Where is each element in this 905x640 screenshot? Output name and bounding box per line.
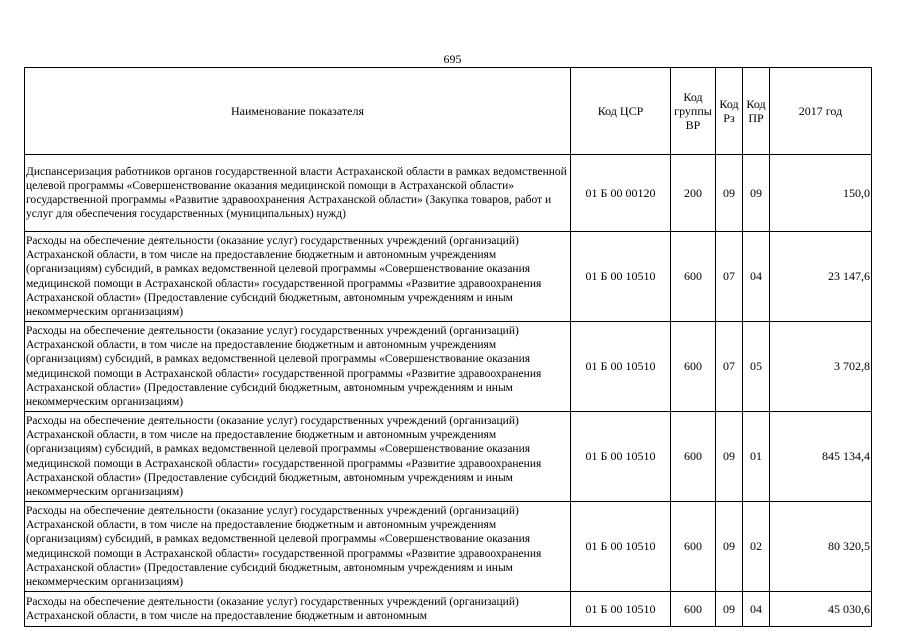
table-row (25, 592, 872, 627)
row-amount: 3 702,8 (770, 322, 872, 412)
header-csr: Код ЦСР (571, 68, 671, 155)
row-amount: 45 030,6 (770, 592, 872, 627)
row-pr: 04 (743, 592, 770, 627)
row-vr: 200 (671, 155, 716, 232)
table-row (25, 232, 872, 322)
row-pr: 04 (743, 232, 770, 322)
row-rz: 07 (716, 322, 743, 412)
row-csr: 01 Б 00 10510 (571, 592, 671, 627)
header-name: Наименование показателя (25, 68, 571, 155)
row-pr: 02 (743, 502, 770, 592)
header-vr: Код группы ВР (671, 68, 716, 155)
header-rz: Код Рз (716, 68, 743, 155)
table-header-row (25, 68, 872, 155)
table-row (25, 502, 872, 592)
table-row (25, 412, 872, 502)
header-pr: Код ПР (743, 68, 770, 155)
row-rz: 09 (716, 592, 743, 627)
row-vr: 600 (671, 232, 716, 322)
row-csr: 01 Б 00 10510 (571, 502, 671, 592)
row-rz: 09 (716, 502, 743, 592)
row-vr: 600 (671, 502, 716, 592)
table-row (25, 155, 872, 232)
row-name: Расходы на обеспечение деятельности (оказание услуг) государственных учреждений (организаций) Астраханской области, в том числе на предоставление бюджетным и автономным учреждениям (организациям) субсидий, в рамках ведомственной целевой программы «Совершенствование оказания медицинской помощи в Астраханской области» государственной программы «Развитие здравоохранения Астраханской области» (Предоставление субсидий бюджетным, автономным учреждениям и иным некоммерческим организациям) (25, 412, 571, 502)
row-name: Расходы на обеспечение деятельности (оказание услуг) государственных учреждений (организаций) Астраханской области, в том числе на предоставление бюджетным и автономным учреждениям (организациям) субсидий, в рамках ведомственной целевой программы «Совершенствование оказания медицинской помощи в Астраханской области» государственной программы «Развитие здравоохранения Астраханской области» (Предоставление субсидий бюджетным, автономным учреждениям и иным некоммерческим организациям) (25, 322, 571, 412)
page-number: 695 (443, 52, 462, 66)
budget-table (24, 67, 872, 627)
row-csr: 01 Б 00 10510 (571, 232, 671, 322)
row-name: Диспансеризация работников органов государственной власти Астраханской области в рамках ведомственной целевой программы «Совершенствование оказания медицинской помощи в Астраханской области» государственной программы «Развитие здравоохранения Астраханской области» (Закупка товаров, работ и услуг для обеспечения государственных (муниципальных) нужд) (25, 155, 571, 232)
row-rz: 09 (716, 412, 743, 502)
row-pr: 05 (743, 322, 770, 412)
header-year: 2017 год (770, 68, 872, 155)
row-amount: 80 320,5 (770, 502, 872, 592)
row-amount: 150,0 (770, 155, 872, 232)
table-row (25, 322, 872, 412)
row-rz: 09 (716, 155, 743, 232)
row-vr: 600 (671, 592, 716, 627)
row-csr: 01 Б 00 10510 (571, 322, 671, 412)
row-amount: 23 147,6 (770, 232, 872, 322)
row-name: Расходы на обеспечение деятельности (оказание услуг) государственных учреждений (организаций) Астраханской области, в том числе на предоставление бюджетным и автономным учреждениям (организациям) субсидий, в рамках ведомственной целевой программы «Совершенствование оказания медицинской помощи в Астраханской области» государственной программы «Развитие здравоохранения Астраханской области» (Предоставление субсидий бюджетным, автономным учреждениям и иным некоммерческим организациям) (25, 232, 571, 322)
row-name: Расходы на обеспечение деятельности (оказание услуг) государственных учреждений (организаций) Астраханской области, в том числе на предоставление бюджетным и автономным учреждениям (организациям) субсидий, в рамках ведомственной целевой программы «Совершенствование оказания медицинской помощи в Астраханской области» государственной программы «Развитие здравоохранения Астраханской области» (Предоставление субсидий бюджетным, автономным учреждениям и иным некоммерческим организациям) (25, 502, 571, 592)
row-pr: 09 (743, 155, 770, 232)
row-vr: 600 (671, 322, 716, 412)
row-csr: 01 Б 00 10510 (571, 412, 671, 502)
row-rz: 07 (716, 232, 743, 322)
row-csr: 01 Б 00 00120 (571, 155, 671, 232)
row-name: Расходы на обеспечение деятельности (оказание услуг) государственных учреждений (организаций) Астраханской области, в том числе на предоставление бюджетным и автономным (25, 592, 571, 627)
row-vr: 600 (671, 412, 716, 502)
row-pr: 01 (743, 412, 770, 502)
row-amount: 845 134,4 (770, 412, 872, 502)
